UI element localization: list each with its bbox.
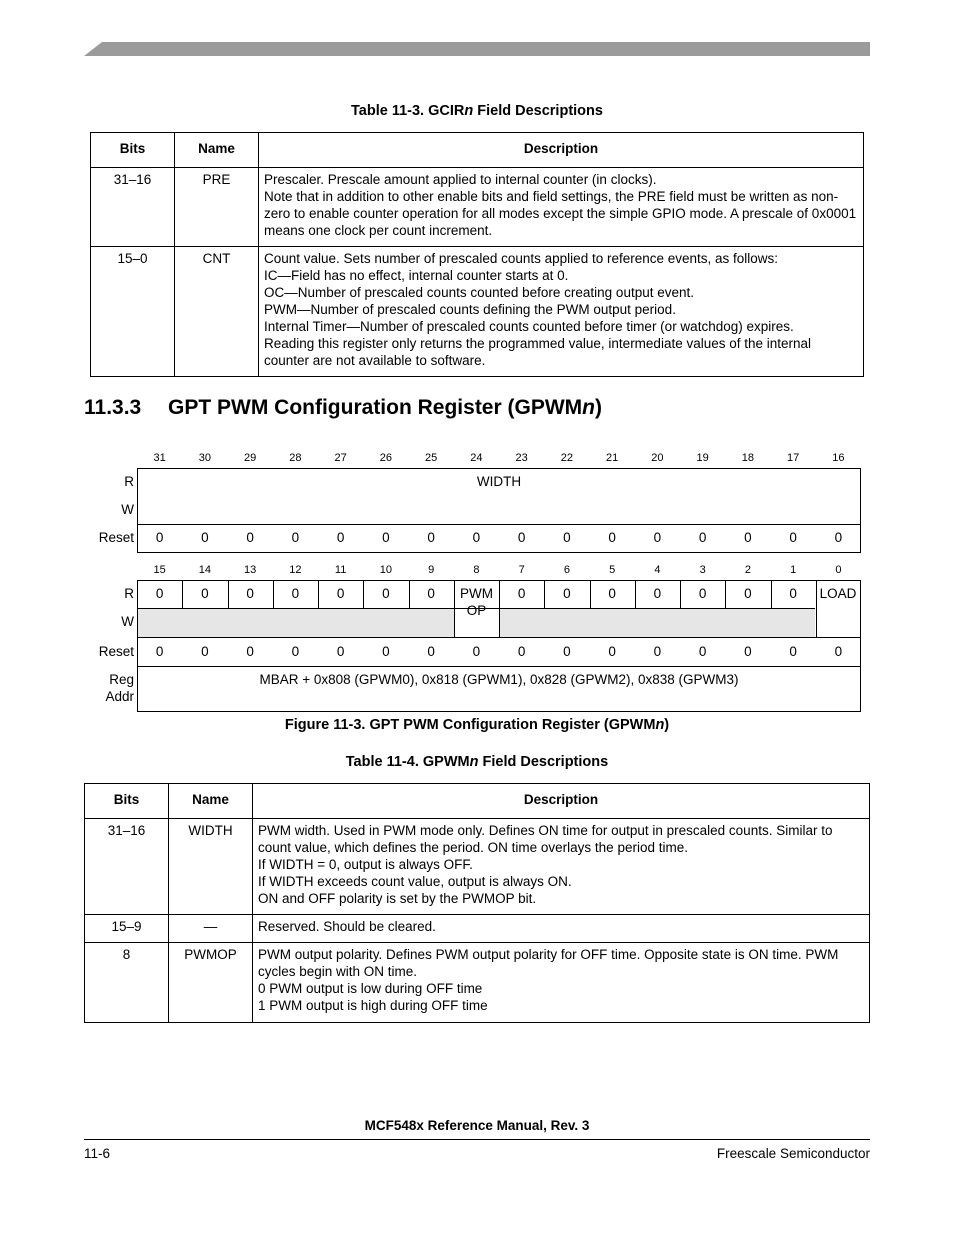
- bit-number: 2: [744, 564, 751, 576]
- bit-number: 11: [334, 564, 347, 576]
- description-line: PWM—Number of prescaled counts defining the PWM output period.: [264, 302, 676, 317]
- section-heading: 11.3.3 GPT PWM Configuration Register (GPWMn): [84, 396, 602, 419]
- read-value: 0: [427, 586, 435, 601]
- cell-description: [253, 943, 870, 1023]
- cell-bits: 15–0: [91, 247, 175, 377]
- reset-value: 0: [834, 530, 843, 545]
- reset-value: 0: [834, 644, 843, 659]
- header-description: Description: [253, 784, 870, 819]
- bit-number: 16: [832, 452, 845, 464]
- reset-value: 0: [744, 530, 752, 545]
- description-line: Reserved. Should be cleared.: [258, 919, 436, 934]
- read-value: 0: [517, 586, 526, 601]
- read-value: 0: [155, 586, 164, 601]
- bit-number: 18: [741, 452, 754, 464]
- width-field-label: WIDTH: [476, 474, 522, 489]
- bit-number: 21: [606, 452, 619, 464]
- header-bits: Bits: [85, 784, 169, 819]
- bit-number: 0: [835, 564, 842, 576]
- description-line: Count value. Sets number of prescaled counts applied to reference events, as follows:: [264, 251, 779, 266]
- read-value: 0: [336, 586, 345, 601]
- cell-name: CNT: [175, 247, 259, 377]
- read-value: 0: [744, 586, 752, 601]
- row-label-reset: Reset: [98, 530, 134, 545]
- cell-description: [259, 168, 864, 247]
- reset-value: 0: [427, 530, 435, 545]
- reset-value: 0: [789, 644, 797, 659]
- bit-number: 9: [428, 564, 435, 576]
- bit-number: 24: [470, 452, 483, 464]
- table-row: [85, 943, 870, 1023]
- cell-name: PWMOP: [169, 943, 253, 1023]
- cell-description: [253, 819, 870, 915]
- table-header-row: [85, 784, 870, 819]
- footer-title: MCF548x Reference Manual, Rev. 3: [364, 1118, 590, 1133]
- bit-number: 28: [289, 452, 302, 464]
- reset-value: 0: [517, 530, 526, 545]
- table-row: [91, 247, 864, 377]
- bit-number: 7: [518, 564, 525, 576]
- read-value: 0: [382, 586, 390, 601]
- description-line: PWM width. Used in PWM mode only. Defines ON time for output in prescaled counts. Similar to count value, which defines the period. ON time overlays the period time.: [258, 823, 833, 855]
- reset-value: 0: [698, 644, 707, 659]
- bit-number: 29: [244, 452, 257, 464]
- cell-bits: 31–16: [91, 168, 175, 247]
- read-value: 0: [698, 586, 707, 601]
- page-number: 11-6: [84, 1146, 111, 1161]
- row-label-reset: Reset: [98, 644, 134, 659]
- bit-number: 22: [560, 452, 573, 464]
- bit-number: 19: [696, 452, 709, 464]
- table-row: [85, 915, 870, 943]
- header-description: Description: [259, 133, 864, 168]
- header-name: Name: [169, 784, 253, 819]
- bit-number: 14: [198, 564, 211, 576]
- read-value: 0: [246, 586, 254, 601]
- bit-number: 20: [651, 452, 664, 464]
- table-11-3: [90, 132, 864, 377]
- bit-number: 12: [289, 564, 302, 576]
- reset-value: 0: [744, 644, 752, 659]
- reset-value: 0: [246, 644, 254, 659]
- row-label-w: W: [121, 502, 134, 517]
- bit-number: 13: [244, 564, 257, 576]
- description-line: Reading this register only returns the programmed value, intermediate values of the internal counter are not available to software.: [264, 336, 812, 368]
- reset-value: 0: [427, 644, 435, 659]
- reset-value: 0: [608, 644, 616, 659]
- bit-number: 3: [699, 564, 706, 576]
- bit-number: 8: [473, 564, 480, 576]
- reset-value: 0: [563, 644, 571, 659]
- table-row: [85, 819, 870, 915]
- table-header-row: [91, 133, 864, 168]
- cell-description: [259, 247, 864, 377]
- bit-number: 31: [153, 452, 166, 464]
- read-value: 0: [653, 586, 662, 601]
- header-banner: [84, 42, 870, 56]
- cell-bits: 31–16: [85, 819, 169, 915]
- read-value: 0: [789, 586, 797, 601]
- description-line: IC—Field has no effect, internal counter starts at 0.: [264, 268, 569, 283]
- reset-value: 0: [563, 530, 571, 545]
- cell-name: —: [169, 915, 253, 943]
- reset-value: 0: [789, 530, 797, 545]
- reset-value: 0: [155, 644, 164, 659]
- reset-value: 0: [698, 530, 707, 545]
- description-line: Prescaler. Prescale amount applied to internal counter (in clocks).: [264, 172, 657, 187]
- table-row: [91, 168, 864, 247]
- bit-number: 25: [425, 452, 438, 464]
- row-label-addr: Addr: [105, 689, 134, 704]
- read-value: 0: [563, 586, 571, 601]
- reset-value: 0: [336, 530, 345, 545]
- cell-description: [253, 915, 870, 943]
- header-name: Name: [175, 133, 259, 168]
- description-line: If WIDTH exceeds count value, output is always ON.: [258, 874, 572, 889]
- bit-number: 6: [563, 564, 570, 576]
- description-line: 1 PWM output is high during OFF time: [258, 998, 488, 1013]
- cell-name: WIDTH: [169, 819, 253, 915]
- footer-rule: [84, 1139, 870, 1140]
- section-number: 11.3.3: [84, 396, 142, 419]
- description-line: 0 PWM output is low during OFF time: [258, 981, 483, 996]
- bit-number: 26: [379, 452, 392, 464]
- reset-value: 0: [653, 530, 662, 545]
- header-bits: Bits: [91, 133, 175, 168]
- table-11-4: [84, 783, 870, 1023]
- reset-value: 0: [517, 644, 526, 659]
- reset-value: 0: [653, 644, 662, 659]
- row-label-reg: Reg: [109, 672, 134, 687]
- reset-value: 0: [201, 644, 209, 659]
- description-line: PWM output polarity. Defines PWM output polarity for OFF time. Opposite state is ON time. PWM cycles begin with ON time.: [258, 947, 839, 979]
- reset-value: 0: [382, 644, 390, 659]
- bit-number: 30: [198, 452, 211, 464]
- bit-number: 15: [153, 564, 166, 576]
- row-label-r: R: [124, 586, 134, 601]
- load-label: LOAD: [819, 586, 857, 601]
- reset-value: 0: [246, 530, 254, 545]
- pwmop-label-line2: OP: [466, 603, 487, 618]
- description-line: OC—Number of prescaled counts counted before creating output event.: [264, 285, 694, 300]
- bit-number: 1: [790, 564, 797, 576]
- reset-value: 0: [472, 530, 481, 545]
- reset-value: 0: [336, 644, 345, 659]
- figure-11-3-caption: Figure 11-3. GPT PWM Configuration Register (GPWMn): [284, 717, 670, 733]
- footer-company: Freescale Semiconductor: [716, 1146, 870, 1161]
- pwmop-label-line1: PWM: [460, 586, 493, 601]
- table-11-4-caption: Table 11-4. GPWMn Field Descriptions: [345, 754, 609, 770]
- description-line: If WIDTH = 0, output is always OFF.: [258, 857, 473, 872]
- bit-number: 10: [379, 564, 392, 576]
- reset-value: 0: [382, 530, 390, 545]
- cell-bits: 8: [85, 943, 169, 1023]
- reset-value: 0: [201, 530, 209, 545]
- cell-bits: 15–9: [85, 915, 169, 943]
- reset-value: 0: [472, 644, 481, 659]
- bit-number: 5: [609, 564, 616, 576]
- reset-value: 0: [608, 530, 616, 545]
- reg-addr-value: MBAR + 0x808 (GPWM0), 0x818 (GPWM1), 0x828 (GPWM2), 0x838 (GPWM3): [259, 672, 739, 687]
- bit-number: 23: [515, 452, 528, 464]
- bit-number: 27: [334, 452, 347, 464]
- description-line: ON and OFF polarity is set by the PWMOP bit.: [258, 891, 537, 906]
- table-11-3-caption: Table 11-3. GCIRn Field Descriptions: [351, 103, 603, 119]
- row-label-w: W: [121, 614, 134, 629]
- bit-number: 4: [654, 564, 661, 576]
- read-value: 0: [608, 586, 616, 601]
- reset-value: 0: [155, 530, 164, 545]
- description-line: Internal Timer—Number of prescaled counts counted before timer (or watchdog) expires.: [264, 319, 794, 334]
- read-value: 0: [291, 586, 300, 601]
- bit-number: 17: [787, 452, 800, 464]
- read-value: 0: [201, 586, 209, 601]
- row-label-r: R: [124, 474, 134, 489]
- reset-value: 0: [291, 644, 300, 659]
- description-line: Note that in addition to other enable bits and field settings, the PRE field must be written as non-zero to enable counter operation for all modes except the simple GPIO mode. A prescale of 0x0001 means one clock per count increment.: [264, 189, 857, 238]
- cell-name: PRE: [175, 168, 259, 247]
- reset-value: 0: [291, 530, 300, 545]
